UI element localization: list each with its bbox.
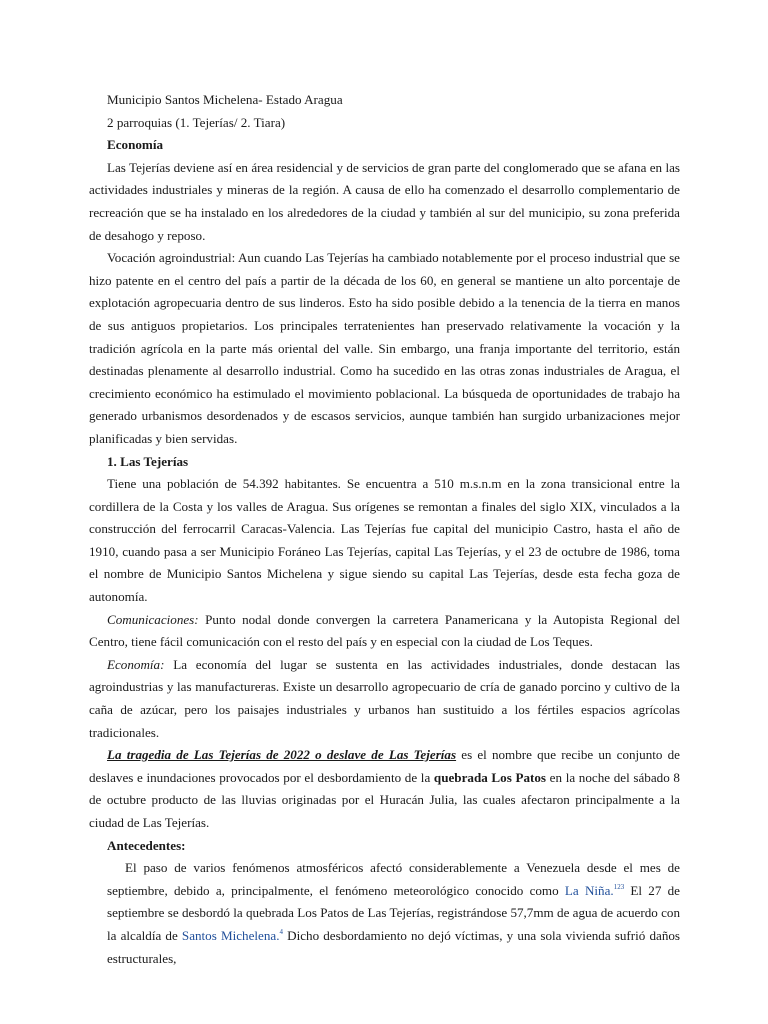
- text-tragedia-b: en la noche del sábado 8 de octubre producto de las lluvias originadas por el Huracán Julia, las cuales afectaron principalmente a la ciudad de Las Tejerías.: [89, 769, 680, 830]
- heading-antecedentes: Antecedentes:: [107, 837, 186, 853]
- text-ante-a: El paso de varios fenómenos atmosféricos afectó considerablemente a Venezuela desde el mes de septiembre, debido a, principalmente, el fenómeno meteorológico conocido como: [107, 860, 680, 898]
- text-ante-c: Dicho desbordamiento no dejó víctimas, y una sola vivienda sufrió daños estructurales,: [107, 927, 681, 966]
- paragraph-agroindustrial: Vocación agroindustrial: Aun cuando Las Tejerías ha cambiado notablemente por el proceso industrial que se hizo patente en el centro del país a partir de la década de los 60, en general se mantiene un alto porcentaje de explotación agropecuaria dentro de sus linderos. Esto ha sido posible debido a la tenencia de la tierra en manos de sus antiguos propietarios. Los principales terratenientes han preservado relativamente la vocación y la tradición agrícola en la parte más oriental del valle. Sin embargo, una franja importante del territorio, están destinadas plenamente al desarrollo industrial. Como ha sucedido en las otras zonas industriales de Aragua, el crecimiento económico ha estimulado el movimiento poblacional. La búsqueda de oportunidades de trabajo ha generado urbanismos desordenados y de escasos servicios, aunque también han surgido urbanizaciones mejor planificadas y bien servidas.: [89, 250, 680, 446]
- title-tragedia: La tragedia de Las Tejerías de 2022 o deslave de Las Tejerías: [107, 747, 457, 763]
- text-tragedia-a: es el nombre que recibe un conjunto de deslaves e inundaciones provocados por el desbordamiento de la: [89, 747, 680, 785]
- paragraph-comunicaciones: [89, 609, 680, 654]
- paragraph-residential: Las Tejerías deviene así en área residencial y de servicios de gran parte del conglomerado que se afana en las actividades industriales y mineras de la región. A causa de ello ha comenzado el desarrollo complementario de recreación que se ha instalado en los alrededores de la ciudad y también al sur del municipio, su zona preferida de desahogo y reposo.: [89, 159, 680, 243]
- municipality-line: Municipio Santos Michelena- Estado Aragua: [107, 92, 343, 107]
- heading-economia: Economía: [107, 137, 164, 153]
- citation-4[interactable]: 4: [279, 927, 283, 936]
- label-comunicaciones: Comunicaciones:: [107, 611, 199, 627]
- paragraph-economia-local: [89, 654, 680, 744]
- citation-123[interactable]: 123: [613, 882, 625, 891]
- link-la-nina[interactable]: La Niña.: [564, 882, 614, 898]
- parishes-line: 2 parroquias (1. Tejerías/ 2. Tiara): [107, 114, 286, 130]
- antecedentes-block: [89, 857, 680, 970]
- link-santos-michelena[interactable]: Santos Michelena.: [181, 927, 280, 943]
- label-economia: Economía:: [107, 656, 165, 672]
- paragraph-population: Tiene una población de 54.392 habitantes. Se encuentra a 510 m.s.n.m en la zona transicional entre la cordillera de la Costa y los valles de Aragua. Sus orígenes se remontan a finales del siglo XIX, vinculados a la construcción del ferrocarril Caracas-Valencia. Las Tejerías fue capital del municipio Castro, hasta el año de 1910, cuando pasa a ser Municipio Foráneo Las Tejerías, capital Las Tejerías, y el 23 de octubre de 1986, toma el nombre de Municipio Santos Michelena y sigue siendo su capital Las Tejerías, desde esta fecha goza de autonomía.: [89, 476, 680, 605]
- quebrada-los-patos: quebrada Los Patos: [433, 769, 547, 785]
- text-economia: La economía del lugar se sustenta en las actividades industriales, donde destacan las agroindustrias y las manufactureras. Existe un desarrollo agropecuario de cría de ganado porcino y cultivo de la caña de azúcar, pero los paisajes industriales y urbanos han sustituido a los fértiles espacios agrícolas tradicionales.: [89, 656, 680, 740]
- text-comunicaciones: Punto nodal donde convergen la carretera Panamericana y la Autopista Regional del Centro, tiene fácil comunicación con el resto del país y en especial con la ciudad de Los Teques.: [89, 611, 680, 650]
- text-ante-b: El 27 de septiembre se desbordó la quebrada Los Patos de Las Tejerías, registrándose 57,7mm de agua de acuerdo con la alcaldía de: [107, 882, 680, 943]
- paragraph-antecedentes: [107, 857, 680, 970]
- paragraph-tragedia: [89, 744, 680, 834]
- heading-las-tejerias: 1. Las Tejerías: [107, 453, 189, 469]
